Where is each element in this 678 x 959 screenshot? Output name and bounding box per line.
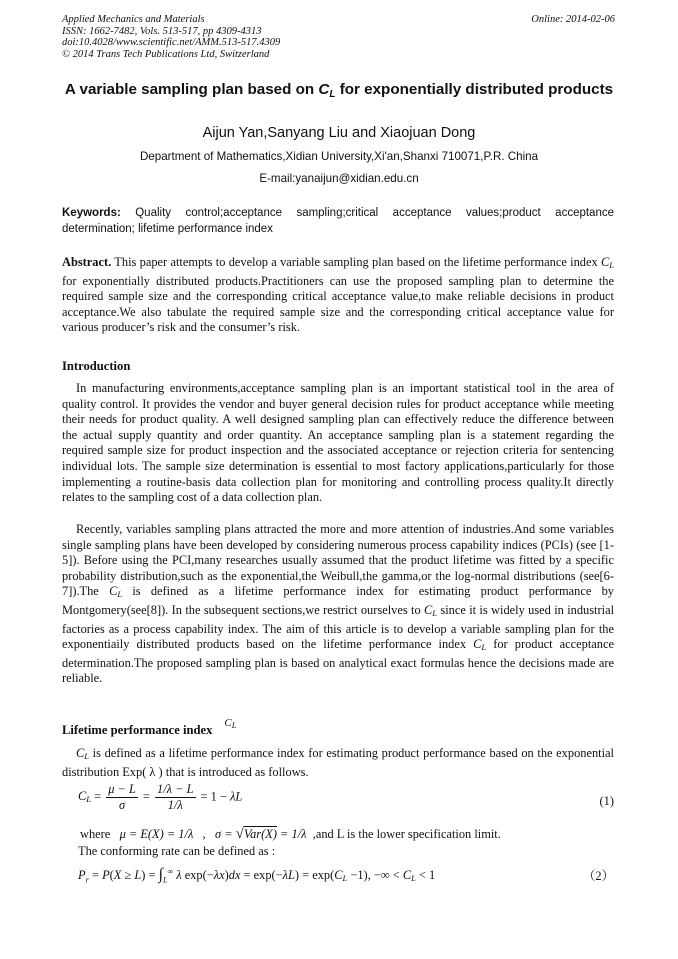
equation-2: $P_r = P(X \ge L) = \int_L^\infty$ λ $\exp(-\lambda x)dx = \exp(-\lambda L) = \exp(C_L -1)$, −∞ < $C_L < 1$	[78, 866, 436, 885]
intro-paragraph-1: In manufacturing environments,acceptance sampling plan is an important statistical tool in the area of quality control. It provides the vendor and buyer general decision rules for product acceptance while meeting their needs for product quality. A well designed sampling plan can effectively reduce the difference between the actual supply quantity and order quantity. An acceptance sampling plan is a statement regarding the required sample size for product inspection and the associated acceptance or rejection criteria for sentencing individual lots. The sample size determination is essential to most factory applications,particularly for those implementing a routine-basis data collection plan for monitoring and controlling process quality.It directly relates to the sampling cost of a data collection plan.	[62, 381, 614, 505]
cl-symbol: $C_L$	[76, 746, 89, 761]
equation-1: $C_L$ = $\frac{\mu - L}{\sigma}$ = $\frac{1/\lambda - L}{1/\lambda}$ = 1 − λL	[78, 782, 243, 812]
lifetime-heading: Lifetime performance index $C_L$	[62, 717, 237, 737]
authors: Aijun Yan,Sanyang Liu and Xiaojuan Dong	[202, 125, 476, 141]
sqrt-icon: √	[235, 826, 244, 842]
lifetime-paragraph: $C_L$ is defined as a lifetime performance index for estimating product performance based on the exponential distribution Exp( λ ) that is introduced as follows.	[62, 746, 614, 779]
equation-2-number: （2）	[583, 869, 614, 883]
introduction-heading: Introduction	[62, 359, 131, 373]
affiliation: Department of Mathematics,Xidian University,Xi'an,Shanxi 710071,P.R. China	[139, 150, 539, 163]
journal-meta	[62, 14, 280, 60]
cl-symbol: $C_L$	[473, 637, 487, 653]
journal-name: Applied Mechanics and Materials	[62, 14, 205, 25]
abstract: Abstract. This paper attempts to develop a variable sampling plan based on the lifetime performance index $C_L$ for exponentially distributed products.Practitioners can use the proposed sampling plan to determine the required sample size and the corresponding critical acceptance value,to make reliable decisions in product acceptance.We also tabulate the required sample size and the corresponding critical acceptance value for various producer’s risk and the consumer’s risk.	[62, 255, 614, 335]
conforming-text: The conforming rate can be defined as :	[78, 844, 276, 858]
email: E-mail:yanaijun@xidian.edu.cn	[259, 172, 419, 185]
intro-paragraph-2: Recently, variables sampling plans attracted the more and more attention of industries.And some variables single sampling plans have been developed by considering numerous process capability indices (PCIs) (see [1-5]). Before using the PCI,many researches usually assumed that the product lifetime was fitted by a specific probability distribution,such as the exponential,the Weibull,the gamma,or the log-normal distributions (see[6-7]).The $C_L$ is defined as a lifetime performance index for estimating product performance by Montgomery(see[8]). In the subsequent sections,we restrict ourselves to $C_L$ since it is widely used in industrial factories as a process capability index. The aim of this article is to develop a variable sampling plan for the exponentiaily distributed products based on the lifetime performance index $C_L$ for product acceptance determination.The proposed sampling plan is based on analytical exact formulas hence the decisions made are reliable.	[62, 522, 615, 686]
keywords	[62, 206, 614, 237]
where-line: where μ = E(X) = 1/λ , σ = √Var(X) = 1/λ ,and L is the lower specification limit.	[80, 826, 501, 842]
cl-symbol: $C_L$	[601, 255, 614, 270]
keywords-label: Keywords:	[62, 207, 121, 219]
cl-symbol: $C_L$	[424, 602, 438, 618]
paper-title: A variable sampling plan based on $C_L$ for exponentially distributed products	[64, 81, 614, 100]
equation-1-number: (1)	[599, 794, 614, 808]
cl-symbol: $C_L$	[224, 717, 237, 730]
cl-symbol: $C_L$	[109, 584, 123, 600]
copyright: © 2014 Trans Tech Publications Ltd, Switzerland	[62, 48, 270, 60]
abstract-label: Abstract.	[62, 255, 112, 269]
online-date: Online: 2014-02-06	[531, 14, 615, 25]
doi: doi:10.4028/www.scientific.net/AMM.513-517.4309	[62, 37, 281, 49]
keywords-text: Quality control;acceptance sampling;critical acceptance values;product acceptance determination; lifetime performance index	[62, 207, 614, 235]
issn: ISSN: 1662-7482, Vols. 513-517, pp 4309-4313	[62, 25, 262, 37]
